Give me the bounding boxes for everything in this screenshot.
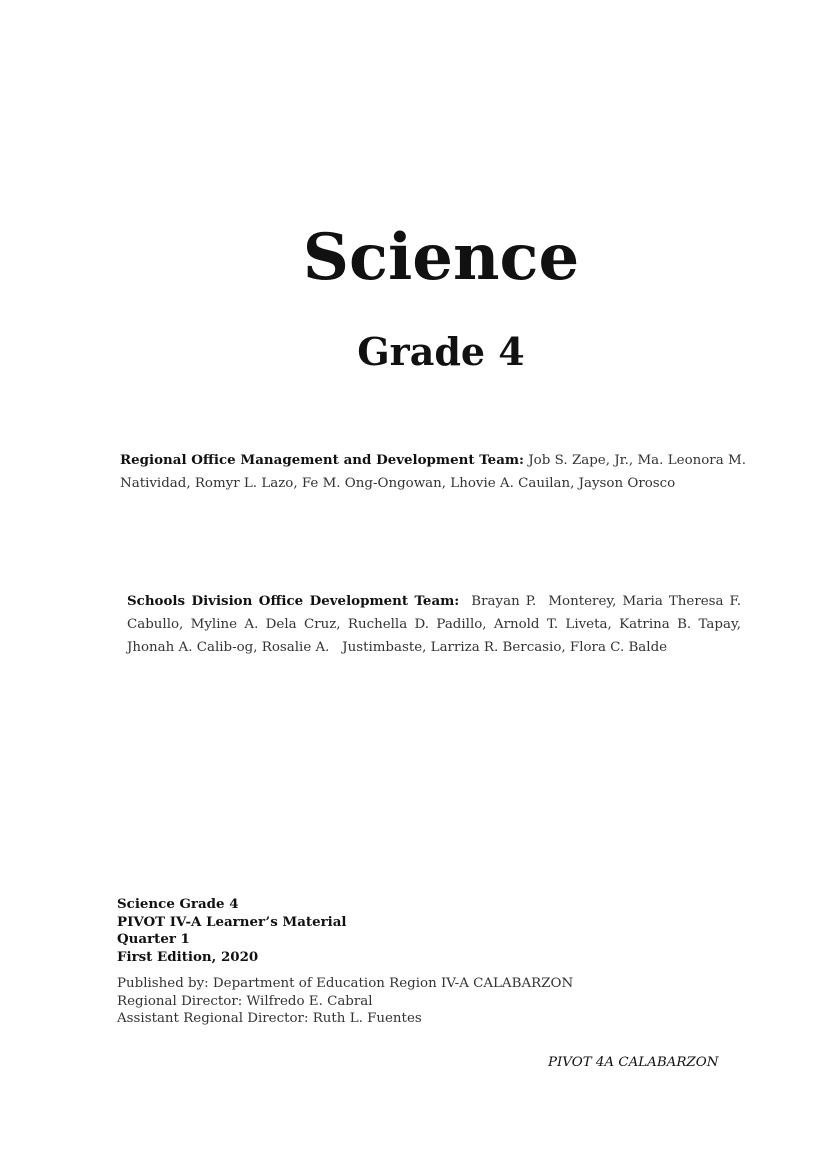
division-team-credits — [127, 590, 746, 659]
regional-team-credits — [120, 449, 746, 495]
material-line: PIVOT IV-A Learner’s Material — [117, 913, 347, 930]
book-title-line: Science Grade 4 — [117, 896, 239, 912]
quarter-line: Quarter 1 — [117, 931, 190, 947]
regional-team-label: Regional Office Management and Development Team: — [120, 452, 524, 468]
page-footer: PIVOT 4A CALABARZON — [548, 1055, 719, 1070]
publisher-line: Published by: Department of Education Region IV-A CALABARZON — [117, 976, 574, 991]
division-team-members: Brayan P. Monterey, Maria Theresa F. Cabullo, Myline A. Dela Cruz, Ruchella D. Padillo, Arnold T. Liveta, Katrina B. Tapay, Jhonah A. Calib-og, Rosalie A. Justimbaste, Larriza R. Bercasio, Flora C. Balde — [127, 594, 746, 655]
document-subtitle: Grade 4 — [357, 329, 525, 374]
publisher-block — [117, 975, 677, 1028]
assistant-director-line: Assistant Regional Director: Ruth L. Fuentes — [117, 1011, 422, 1026]
publication-info — [117, 896, 677, 1028]
document-title: Science — [302, 220, 580, 295]
regional-team-members: Job S. Zape, Jr., Ma. Leonora M. Natividad, Romyr L. Lazo, Fe M. Ong-Ongowan, Lhovie A. Cauilan, Jayson Orosco — [120, 453, 746, 491]
edition-line: First Edition, 2020 — [117, 948, 259, 965]
division-team-label: Schools Division Office Development Team: — [127, 593, 460, 609]
regional-director-line: Regional Director: Wilfredo E. Cabral — [117, 993, 373, 1009]
